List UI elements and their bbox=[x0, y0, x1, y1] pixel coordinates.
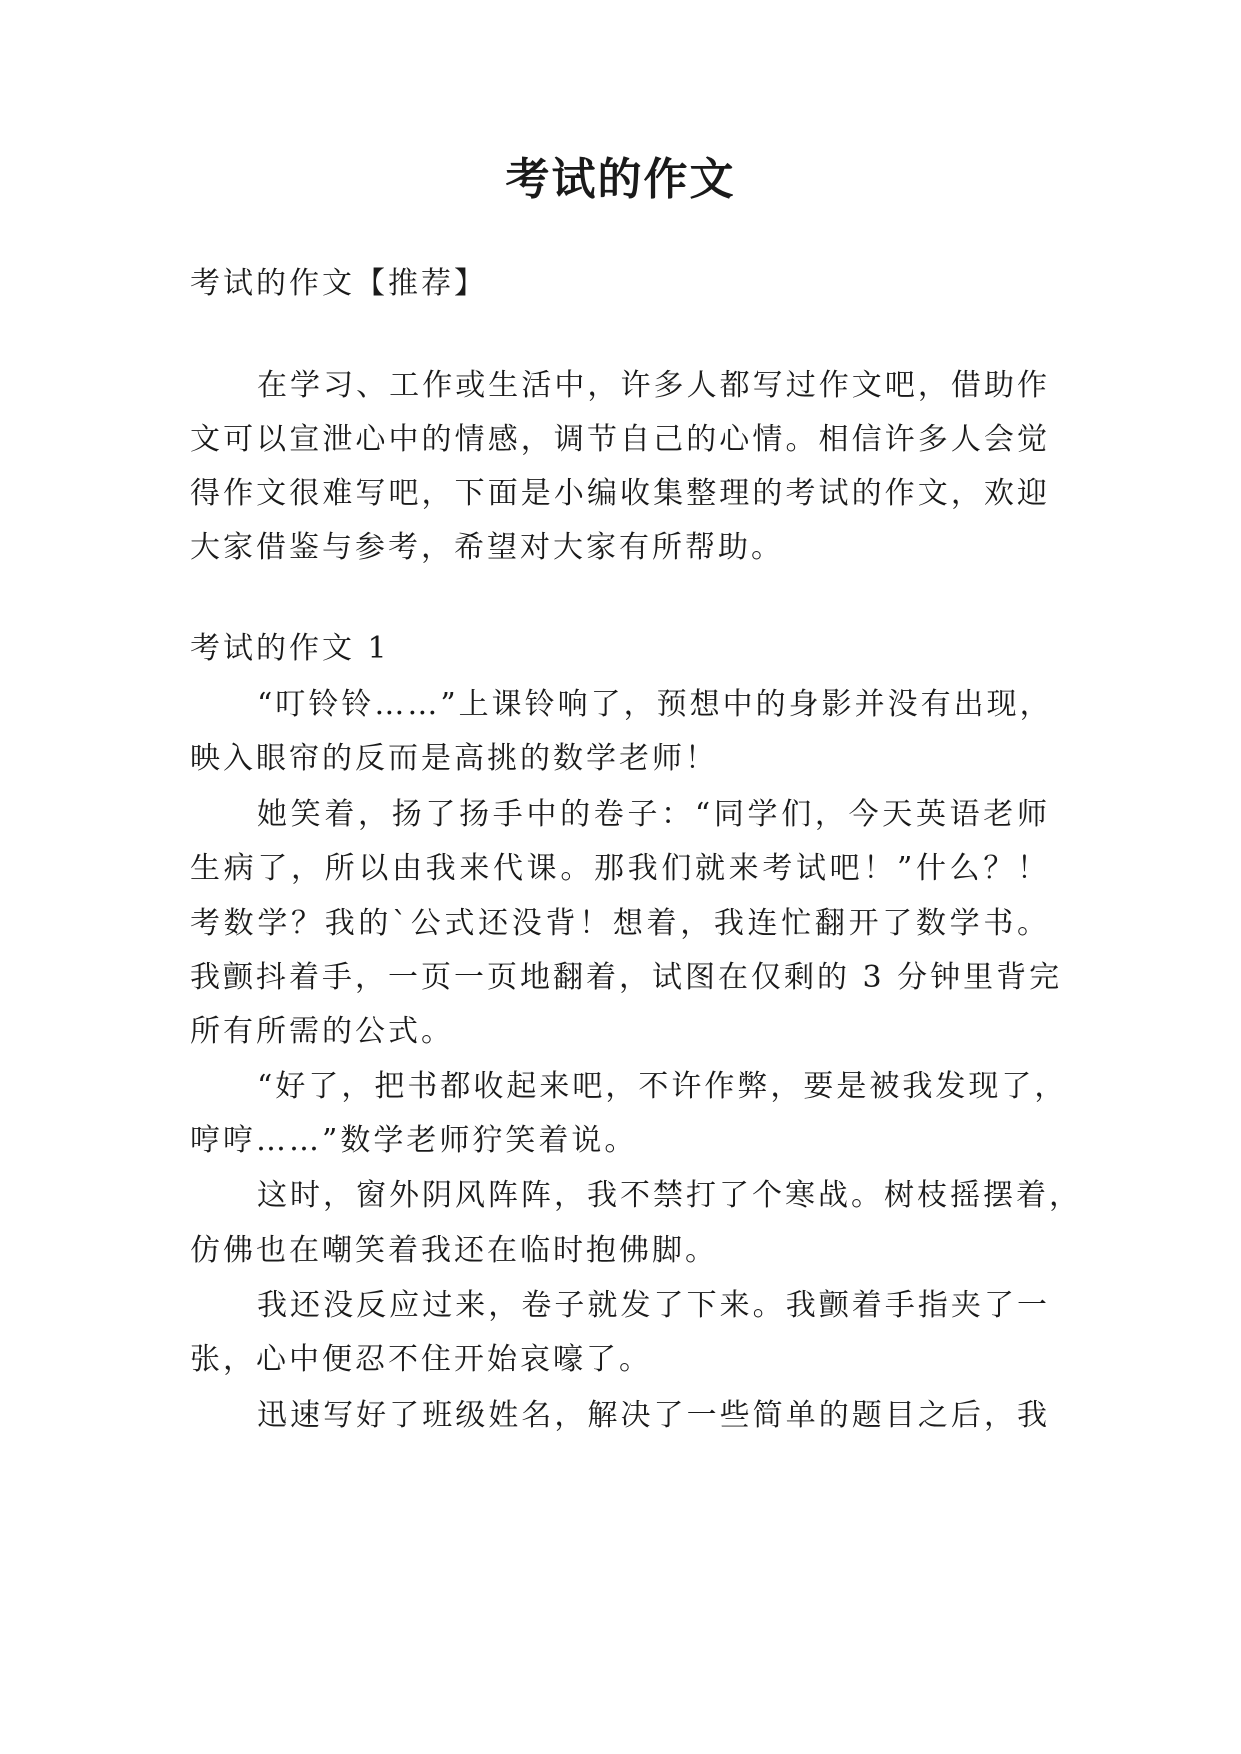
body-line-8: “好了，把书都收起来吧，不许作弊，要是被我发现了， bbox=[257, 1069, 1068, 1104]
body-line-13: 张，心中便忍不住开始哀嚎了。 bbox=[190, 1342, 652, 1377]
body-line-6: 我颤抖着手，一页一页地翻着，试图在仅剩的 3 分钟里背完 bbox=[190, 960, 1063, 995]
intro-line-4: 大家借鉴与参考，希望对大家有所帮助。 bbox=[190, 530, 784, 565]
intro-line-1: 在学习、工作或生活中，许多人都写过作文吧，借助作 bbox=[257, 368, 1050, 403]
document-title: 考试的作文 bbox=[505, 154, 736, 205]
section-heading: 考试的作文 1 bbox=[190, 631, 390, 666]
body-line-12: 我还没反应过来，卷子就发了下来。我颤着手指夹了一 bbox=[257, 1288, 1050, 1323]
intro-line-3: 得作文很难写吧，下面是小编收集整理的考试的作文，欢迎 bbox=[190, 476, 1050, 511]
body-line-7: 所有所需的公式。 bbox=[190, 1014, 454, 1049]
body-line-2: 映入眼帘的反而是高挑的数学老师！ bbox=[190, 741, 718, 776]
document-subtitle: 考试的作文【推荐】 bbox=[190, 266, 487, 301]
body-line-3: 她笑着，扬了扬手中的卷子：“同学们，今天英语老师 bbox=[257, 797, 1050, 832]
body-line-4: 生病了，所以由我来代课。那我们就来考试吧！”什么？！ bbox=[190, 851, 1050, 886]
body-line-14: 迅速写好了班级姓名，解决了一些简单的题目之后，我 bbox=[257, 1398, 1050, 1433]
intro-line-2: 文可以宣泄心中的情感，调节自己的心情。相信许多人会觉 bbox=[190, 422, 1050, 457]
body-line-10: 这时，窗外阴风阵阵，我不禁打了个寒战。树枝摇摆着， bbox=[257, 1178, 1082, 1213]
body-line-9: 哼哼……”数学老师狞笑着说。 bbox=[190, 1123, 638, 1158]
body-line-1: “叮铃铃……”上课铃响了，预想中的身影并没有出现， bbox=[257, 687, 1053, 722]
body-line-5: 考数学？我的`公式还没背！想着，我连忙翻开了数学书。 bbox=[190, 906, 1050, 941]
body-line-11: 仿佛也在嘲笑着我还在临时抱佛脚。 bbox=[190, 1233, 718, 1268]
